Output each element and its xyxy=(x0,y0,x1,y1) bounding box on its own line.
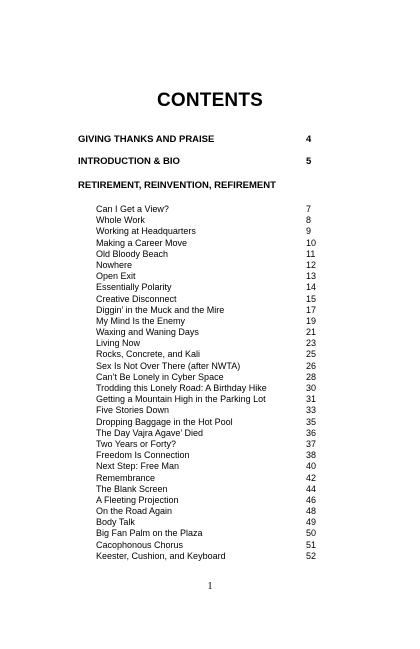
toc-entry-title: Making a Career Move xyxy=(96,237,188,248)
toc-entry-title: Whole Work xyxy=(96,215,145,226)
toc-entry-title: On the Road Again xyxy=(96,506,173,517)
toc-entry xyxy=(96,540,326,551)
toc-entry xyxy=(96,461,326,472)
toc-entry-title: Two Years or Forty? xyxy=(96,438,177,449)
toc-entry-page: 23 xyxy=(306,338,317,349)
toc-entry-title: Body Talk xyxy=(96,517,135,528)
toc-entry-list xyxy=(96,204,326,562)
toc-entry-title: Sex Is Not Over There (after NWTA) xyxy=(96,360,241,371)
toc-entry-page: 52 xyxy=(306,550,317,561)
toc-entry xyxy=(96,450,326,461)
toc-entry xyxy=(96,282,326,293)
toc-entry xyxy=(96,428,326,439)
toc-entry-page: 50 xyxy=(306,528,317,539)
toc-entry-title: Cacophonous Chorus xyxy=(96,539,184,550)
toc-entry-page: 9 xyxy=(306,226,312,237)
page-number: 1 xyxy=(207,581,213,592)
toc-entry-title: Trodding this Lonely Road: A Birthday Hike xyxy=(96,383,267,393)
toc-entry-page: 51 xyxy=(306,539,317,550)
toc-entry-title: The Blank Screen xyxy=(96,483,168,494)
toc-entry-page: 44 xyxy=(306,483,317,494)
toc-section-page: 4 xyxy=(306,134,312,145)
toc-entry-page: 12 xyxy=(306,259,317,270)
toc-entry-page: 49 xyxy=(306,517,317,528)
toc-entry xyxy=(96,349,326,360)
toc-entry-page: 21 xyxy=(306,327,317,338)
toc-entry-title: Next Step: Free Man xyxy=(96,461,180,472)
toc-entry xyxy=(96,528,326,539)
toc-entry-title: Working at Headquarters xyxy=(96,226,196,237)
toc-entry xyxy=(96,249,326,260)
toc-section-label: INTRODUCTION & BIO xyxy=(78,156,180,167)
toc-entry xyxy=(96,361,326,372)
toc-section-page: 5 xyxy=(306,156,312,167)
toc-entry xyxy=(96,495,326,506)
toc-entry-page: 15 xyxy=(306,293,317,304)
toc-entry-title: Waxing and Waning Days xyxy=(96,327,199,338)
toc-entry xyxy=(96,417,326,428)
toc-entry-page: 46 xyxy=(306,494,317,505)
toc-entry xyxy=(96,226,326,237)
toc-entry xyxy=(96,316,326,327)
toc-entry-title: The Day Vajra Agave’ Died xyxy=(96,427,204,438)
toc-entry-title: Dropping Baggage in the Hot Pool xyxy=(96,416,233,427)
toc-entry xyxy=(96,327,326,338)
toc-entry xyxy=(96,260,326,271)
toc-entry-page: 14 xyxy=(306,282,317,293)
toc-entry xyxy=(96,394,326,405)
toc-entry xyxy=(96,372,326,383)
toc-entry-page: 31 xyxy=(306,394,317,405)
toc-entry-title: Can I Get a View? xyxy=(96,204,169,214)
toc-entry xyxy=(96,215,326,226)
toc-entry xyxy=(96,271,326,282)
toc-entry-title: Living Now xyxy=(96,338,141,349)
toc-entry-page: 19 xyxy=(306,315,317,326)
toc-entry-title: Nowhere xyxy=(96,259,133,270)
toc-entry-page: 13 xyxy=(306,271,317,282)
toc-entry-page: 48 xyxy=(306,506,317,517)
toc-entry xyxy=(96,439,326,450)
toc-entry-page: 11 xyxy=(306,248,316,259)
toc-entry xyxy=(96,204,326,215)
toc-entry-page: 17 xyxy=(306,304,317,315)
toc-entry xyxy=(96,338,326,349)
toc-entry-page: 25 xyxy=(306,349,317,360)
toc-entry-title: Five Stories Down xyxy=(96,405,170,416)
toc-entry-title: Freedom Is Connection xyxy=(96,450,190,461)
toc-entry xyxy=(96,551,326,562)
toc-entry-page: 36 xyxy=(306,427,317,438)
toc-entry-title: Remembrance xyxy=(96,472,156,483)
toc-entry-page: 42 xyxy=(306,472,317,483)
toc-entry-title: Big Fan Palm on the Plaza xyxy=(96,528,203,539)
toc-entry xyxy=(96,517,326,528)
toc-entry-page: 26 xyxy=(306,360,317,371)
toc-section-label: GIVING THANKS AND PRAISE xyxy=(78,134,215,145)
toc-entry-page: 40 xyxy=(306,461,317,472)
toc-entry-page: 30 xyxy=(306,383,317,393)
toc-entry-title: Getting a Mountain High in the Parking Lot xyxy=(96,394,266,405)
toc-entry-page: 37 xyxy=(306,438,317,449)
toc-entry-page: 38 xyxy=(306,450,317,461)
toc-entry xyxy=(96,506,326,517)
toc-entry-page: 10 xyxy=(306,237,317,248)
toc-entry xyxy=(96,238,326,249)
toc-entry-title: Diggin’ in the Muck and the Mire xyxy=(96,304,225,315)
toc-entry-title: Can’t Be Lonely in Cyber Space xyxy=(96,371,224,382)
toc-entry-title: Keester, Cushion, and Keyboard xyxy=(96,550,226,561)
toc-entry xyxy=(96,405,326,416)
toc-section-label: RETIREMENT, REINVENTION, REFIREMENT xyxy=(78,180,276,191)
toc-entry-title: My Mind Is the Enemy xyxy=(96,315,186,326)
toc-entry-title: Old Bloody Beach xyxy=(96,248,169,259)
page-title: CONTENTS xyxy=(156,90,264,111)
toc-entry xyxy=(96,294,326,305)
toc-entry-title: Creative Disconnect xyxy=(96,293,177,304)
toc-entry-page: 33 xyxy=(306,405,317,416)
toc-entry-page: 8 xyxy=(306,215,312,226)
toc-entry-title: A Fleeting Projection xyxy=(96,494,179,505)
toc-entry xyxy=(96,484,326,495)
toc-entry-page: 35 xyxy=(306,416,317,427)
toc-entry-page: 28 xyxy=(306,371,317,382)
toc-entry-title: Rocks, Concrete, and Kali xyxy=(96,349,201,360)
toc-entry-page: 7 xyxy=(306,204,312,214)
toc-entry xyxy=(96,473,326,484)
toc-entry-title: Essentially Polarity xyxy=(96,282,172,293)
toc-entry xyxy=(96,305,326,316)
toc-entry xyxy=(96,383,326,394)
toc-entry-title: Open Exit xyxy=(96,271,136,282)
